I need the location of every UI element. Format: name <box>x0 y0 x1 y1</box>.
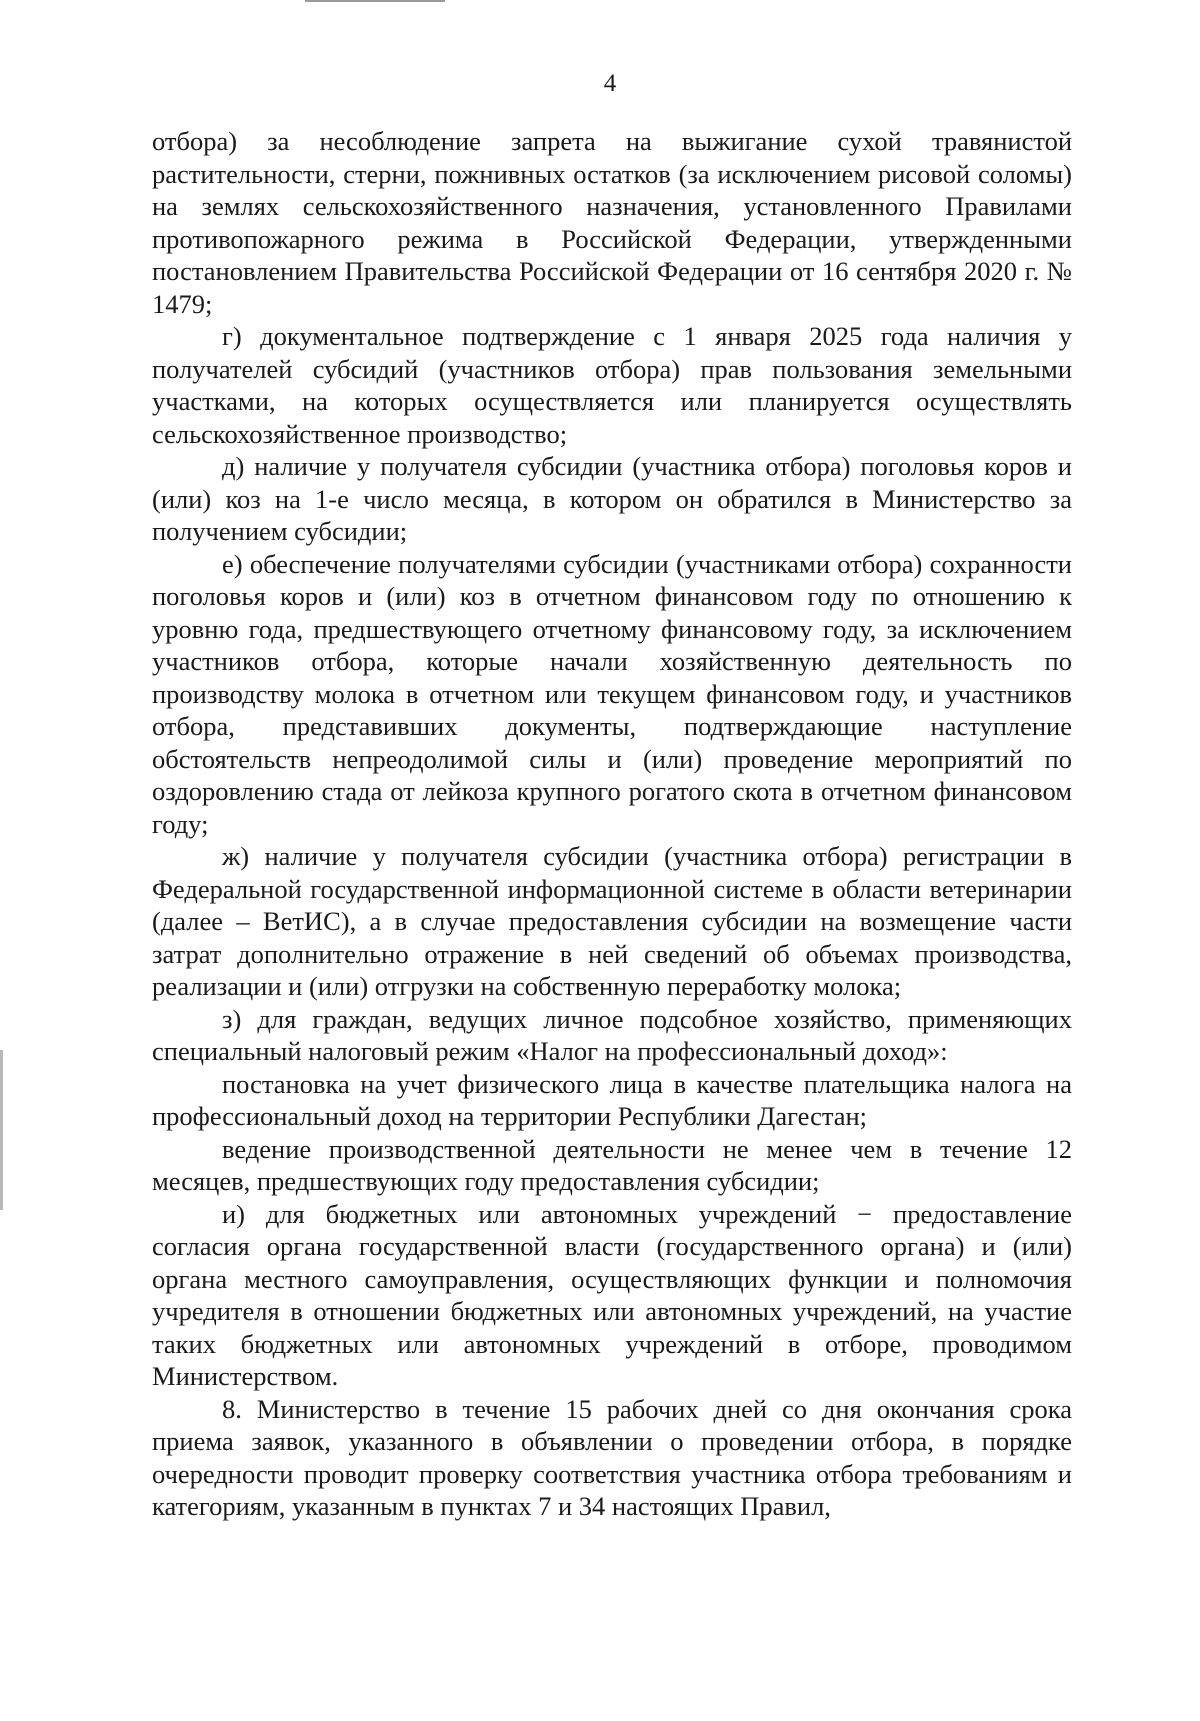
paragraph-item-zh: ж) наличие у получателя субсидии (участника отбора) регистрации в Федеральной государственной информационной системе в области ветеринарии (далее – ВетИС), а в случае предоставления субсидии на возмещение части затрат дополнительно отражение в ней сведений об объемах производства, реализации и (или) отгрузки на собственную переработку молока; <box>152 841 1072 1001</box>
paragraph-item-z: з) для граждан, ведущих личное подсобное хозяйство, применяющих специальный налоговый режим «Налог на профессиональный доход»: <box>152 1003 1072 1066</box>
paragraph-item-z-sub2: ведение производственной деятельности не менее чем в течение 12 месяцев, предшествующих году предоставления субсидии; <box>152 1133 1072 1196</box>
paragraph-item-d: д) наличие у получателя субсидии (участника отбора) поголовья коров и (или) коз на 1-е число месяца, в котором он обратился в Министерство за получением субсидии; <box>152 451 1072 546</box>
paragraph-continuation: отбора) за несоблюдение запрета на выжигание сухой травянистой растительности, стерни, пожнивных остатков (за исключением рисовой соломы) на землях сельскохозяйственного назначения, установленного Правилами противопожарного режима в Российской Федерации, утвержденными постановлением Правительства Российской Федерации от 16 сентября 2020 г. № 1479; <box>152 126 1072 319</box>
scan-edge-mark <box>305 0 445 2</box>
page-number: 4 <box>603 70 617 97</box>
scan-edge-mark <box>0 1050 3 1210</box>
document-body <box>152 125 1072 1523</box>
paragraph-item-g: г) документальное подтверждение с 1 января 2025 года наличия у получателей субсидий (участников отбора) прав пользования земельными участками, на которых осуществляется или планируется осуществлять сельскохозяйственное производство; <box>152 321 1072 449</box>
paragraph-item-i: и) для бюджетных или автономных учреждений − предоставление согласия органа государственной власти (государственного органа) и (или) органа местного самоуправления, осуществляющих функции и полномочия учредителя в отношении бюджетных или автономных учреждений, на участие таких бюджетных или автономных учреждений в отборе, проводимом Министерством. <box>152 1198 1072 1391</box>
paragraph-point-8: 8. Министерство в течение 15 рабочих дней со дня окончания срока приема заявок, указанного в объявлении о проведении отбора, в порядке очередности проводит проверку соответствия участника отбора требованиям и категориям, указанным в пунктах 7 и 34 настоящих Правил, <box>152 1393 1072 1521</box>
paragraph-item-e: е) обеспечение получателями субсидии (участниками отбора) сохранности поголовья коров и (или) коз в отчетном финансовом году по отношению к уровню года, предшествующего отчетному финансовому году, за исключением участников отбора, которые начали хозяйственную деятельность по производству молока в отчетном или текущем финансовом году, и участников отбора, представивших документы, подтверждающие наступление обстоятельств непреодолимой силы и (или) проведение мероприятий по оздоровлению стада от лейкоза крупного рогатого скота в отчетном финансовом году; <box>152 548 1072 839</box>
paragraph-item-z-sub1: постановка на учет физического лица в качестве плательщика налога на профессиональный доход на территории Республики Дагестан; <box>152 1068 1072 1131</box>
